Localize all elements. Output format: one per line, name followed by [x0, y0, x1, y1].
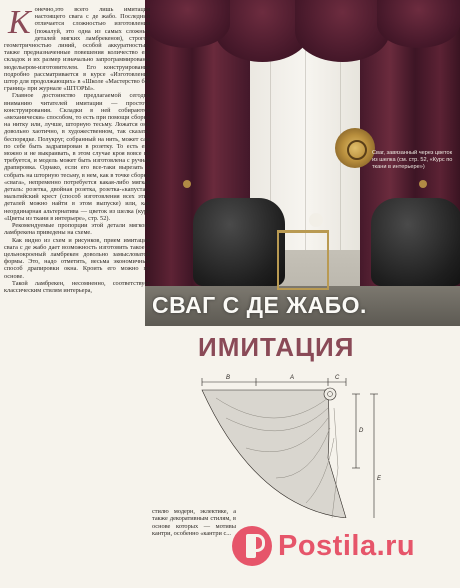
lamp: [309, 213, 323, 227]
paragraph: Такой ламбрекен, несомненно, соответствует классическим стилям интерьера,: [4, 279, 150, 294]
label-d: D: [359, 428, 364, 434]
article-column-1: [4, 6, 150, 294]
photo-caption: Сваг, завязанный через цветок из шелка (см. стр. 52, «Курс по ткани в интерьере»): [372, 150, 453, 170]
rosette-icon: [324, 388, 336, 400]
title-line-1: СВАГ С ДЕ ЖАБО.: [152, 292, 367, 318]
label-a: А: [290, 375, 295, 381]
pattern-diagram: [196, 368, 402, 518]
paragraph: онечно,это всего лишь имитация настоящего свага с де жабо. Последний отличается сложностью изготовления (пожалуй, это одна из самых сложных деталей мягких ламбрекенов), строгой геометричностью линий, особой аккуратностью, также предназначенные повешения количество его складок и их размер изначально запрограммированы модельером-изготовителем. Его конструирование подробно рассматривается в курсе «Изготовление штор для продолжающих» в «Школе «Мастерство без границ» при журнале «ШТОРЫ».: [4, 6, 150, 93]
watermark-text: Postila.ru: [278, 529, 416, 562]
paragraph: Рекомендуемые пропорции этой детали мягкого ламбрекена приведены на схеме.: [4, 222, 150, 237]
silk-flower-icon: [335, 128, 375, 168]
fabric-shape: [202, 390, 346, 518]
title-line-2: ИМИТАЦИЯ: [198, 332, 355, 362]
label-e: Е: [377, 476, 382, 482]
swag-outer-right: [377, 0, 460, 48]
side-table: [277, 230, 329, 290]
paragraph: стилю модерн, эклектике, а также декоративным стилям, в основе которых — мотивы кантри, особенно «кантри с...: [152, 508, 236, 538]
postila-logo-icon: [232, 526, 272, 566]
article-column-2: [152, 508, 236, 588]
armchair-right: [371, 198, 460, 286]
label-b: В: [226, 375, 231, 381]
tieback-right: [419, 180, 427, 188]
dropcap: К: [8, 4, 31, 41]
sheer-fold: [305, 40, 306, 250]
label-c: С: [335, 375, 340, 381]
armchair-left: [193, 198, 285, 286]
swag-outer-left: [145, 0, 230, 48]
swag-right: [295, 0, 390, 62]
tieback-left: [183, 180, 191, 188]
paragraph: Главное достоинство предлагаемой сегодня вниманию читателей имитации — простота конструирования. Складки в ней собираются «механически» способом, то есть при помощи сборки на нитку или, лучше, шторную тесьму. Ложатся они довольно хаотично, в художественном, так сказать, беспорядке. Полукруг, собранный на нить, может сам по себе быть задрапирован в розетку. То есть его можно и не выкраивать, в этом случае кроя вовсе не требуется, и модель может быть изготовлена с ручная драпировка. Однако, если его все-таки вырезать и собрать на шторную тесьму, в нем, как в точке сборки «свага», непременно потребуется какая-либо мягкая деталь: розетка, двойная розетка, розетка-«капуста», мальтийский крест (способ изготовления всех этих деталей можно найти в этом выпуске) или, как неординарная альтернатива — цветок из шелка (курс «Цветы из ткани в интерьере», стр. 52).: [4, 92, 150, 222]
postila-watermark[interactable]: [232, 516, 460, 576]
paragraph: Как видно из схем и рисунков, прием имитации свага с де жабо дает возможность изготовить такое и цельнокроеный ламбрекен довольно замысловатой формы. Это, надо отметить, весьма экономичный способ драпировки окна. Кроить его можно по основе.: [4, 236, 150, 280]
